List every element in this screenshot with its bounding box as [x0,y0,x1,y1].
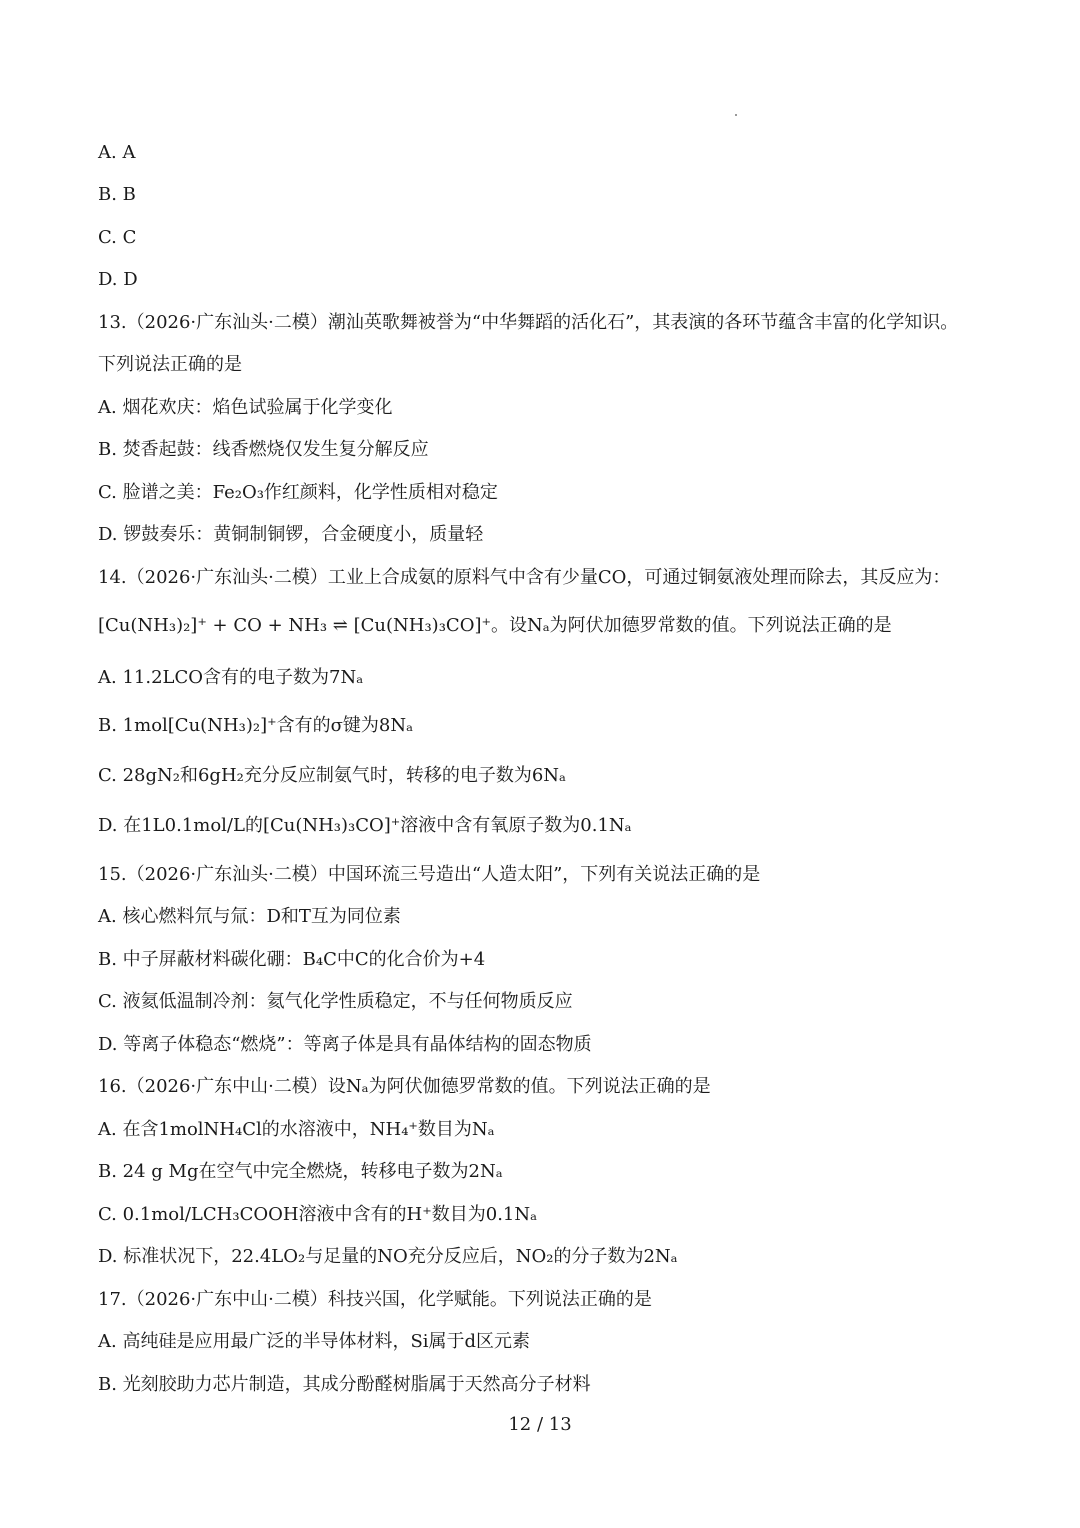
q16-option-b: B. 24 g Mg在空气中完全燃烧，转移电子数为2Nₐ [98,1161,503,1182]
q15-option-a: A. 核心燃料氘与氚：D和T互为同位素 [98,906,401,927]
q13-option-b: B. 焚香起鼓：线香燃烧仅发生复分解反应 [98,439,429,460]
q14-stem-line2: [Cu(NH₃)₂]⁺ + CO + NH₃ ⇌ [Cu(NH₃)₃CO]⁺。设Nₐ为阿伏加德罗常数的值。下列说法正确的是 [98,615,892,636]
q14-stem-line1: 14.（2026·广东汕头·二模）工业上合成氨的原料气中含有少量CO，可通过铜氨液处理而除去，其反应为： [98,567,951,588]
q16-stem: 16.（2026·广东中山·二模）设Nₐ为阿伏伽德罗常数的值。下列说法正确的是 [98,1076,711,1097]
q15-stem: 15.（2026·广东汕头·二模）中国环流三号造出“人造太阳”，下列有关说法正确的是 [98,864,761,885]
q15-option-b: B. 中子屏蔽材料碳化硼：B₄C中C的化合价为+4 [98,949,486,970]
q13-option-a: A. 烟花欢庆：焰色试验属于化学变化 [98,397,393,418]
q13-option-d: D. 锣鼓奏乐：黄铜制铜锣，合金硬度小，质量轻 [98,524,484,545]
q13-stem-line1: 13.（2026·广东汕头·二模）潮汕英歌舞被誉为“中华舞蹈的活化石”，其表演的各环节蕴含丰富的化学知识。 [98,312,959,333]
q16-option-d: D. 标准状况下，22.4LO₂与足量的NO充分反应后，NO₂的分子数为2Nₐ [98,1246,678,1267]
q14-option-c: C. 28gN₂和6gH₂充分反应制氨气时，转移的电子数为6Nₐ [98,765,566,786]
prev-option-d: D. D [98,269,138,290]
q14-option-d: D. 在1L0.1mol/L的[Cu(NH₃)₃CO]⁺溶液中含有氧原子数为0.1Nₐ [98,815,632,836]
page-number: 12 / 13 [508,1414,572,1435]
q14-option-a: A. 11.2LCO含有的电子数为7Nₐ [98,667,364,688]
q13-option-c: C. 脸谱之美：Fe₂O₃作红颜料，化学性质相对稳定 [98,482,498,503]
prev-option-a: A. A [98,142,136,163]
q16-option-c: C. 0.1mol/LCH₃COOH溶液中含有的H⁺数目为0.1Nₐ [98,1204,538,1225]
q17-option-b: B. 光刻胶助力芯片制造，其成分酚醛树脂属于天然高分子材料 [98,1374,591,1395]
prev-option-c: C. C [98,227,137,248]
q17-stem: 17.（2026·广东中山·二模）科技兴国，化学赋能。下列说法正确的是 [98,1289,652,1310]
q17-option-a: A. 高纯硅是应用最广泛的半导体材料，Si属于d区元素 [98,1331,531,1352]
q15-option-d: D. 等离子体稳态“燃烧”：等离子体是具有晶体结构的固态物质 [98,1034,592,1055]
scan-speck [735,114,737,116]
q16-option-a: A. 在含1molNH₄Cl的水溶液中，NH₄⁺数目为Nₐ [98,1119,495,1140]
q13-stem-line2: 下列说法正确的是 [98,354,242,375]
q15-option-c: C. 液氦低温制冷剂：氦气化学性质稳定，不与任何物质反应 [98,991,573,1012]
q14-option-b: B. 1mol[Cu(NH₃)₂]⁺含有的σ键为8Nₐ [98,715,414,736]
prev-option-b: B. B [98,184,136,205]
